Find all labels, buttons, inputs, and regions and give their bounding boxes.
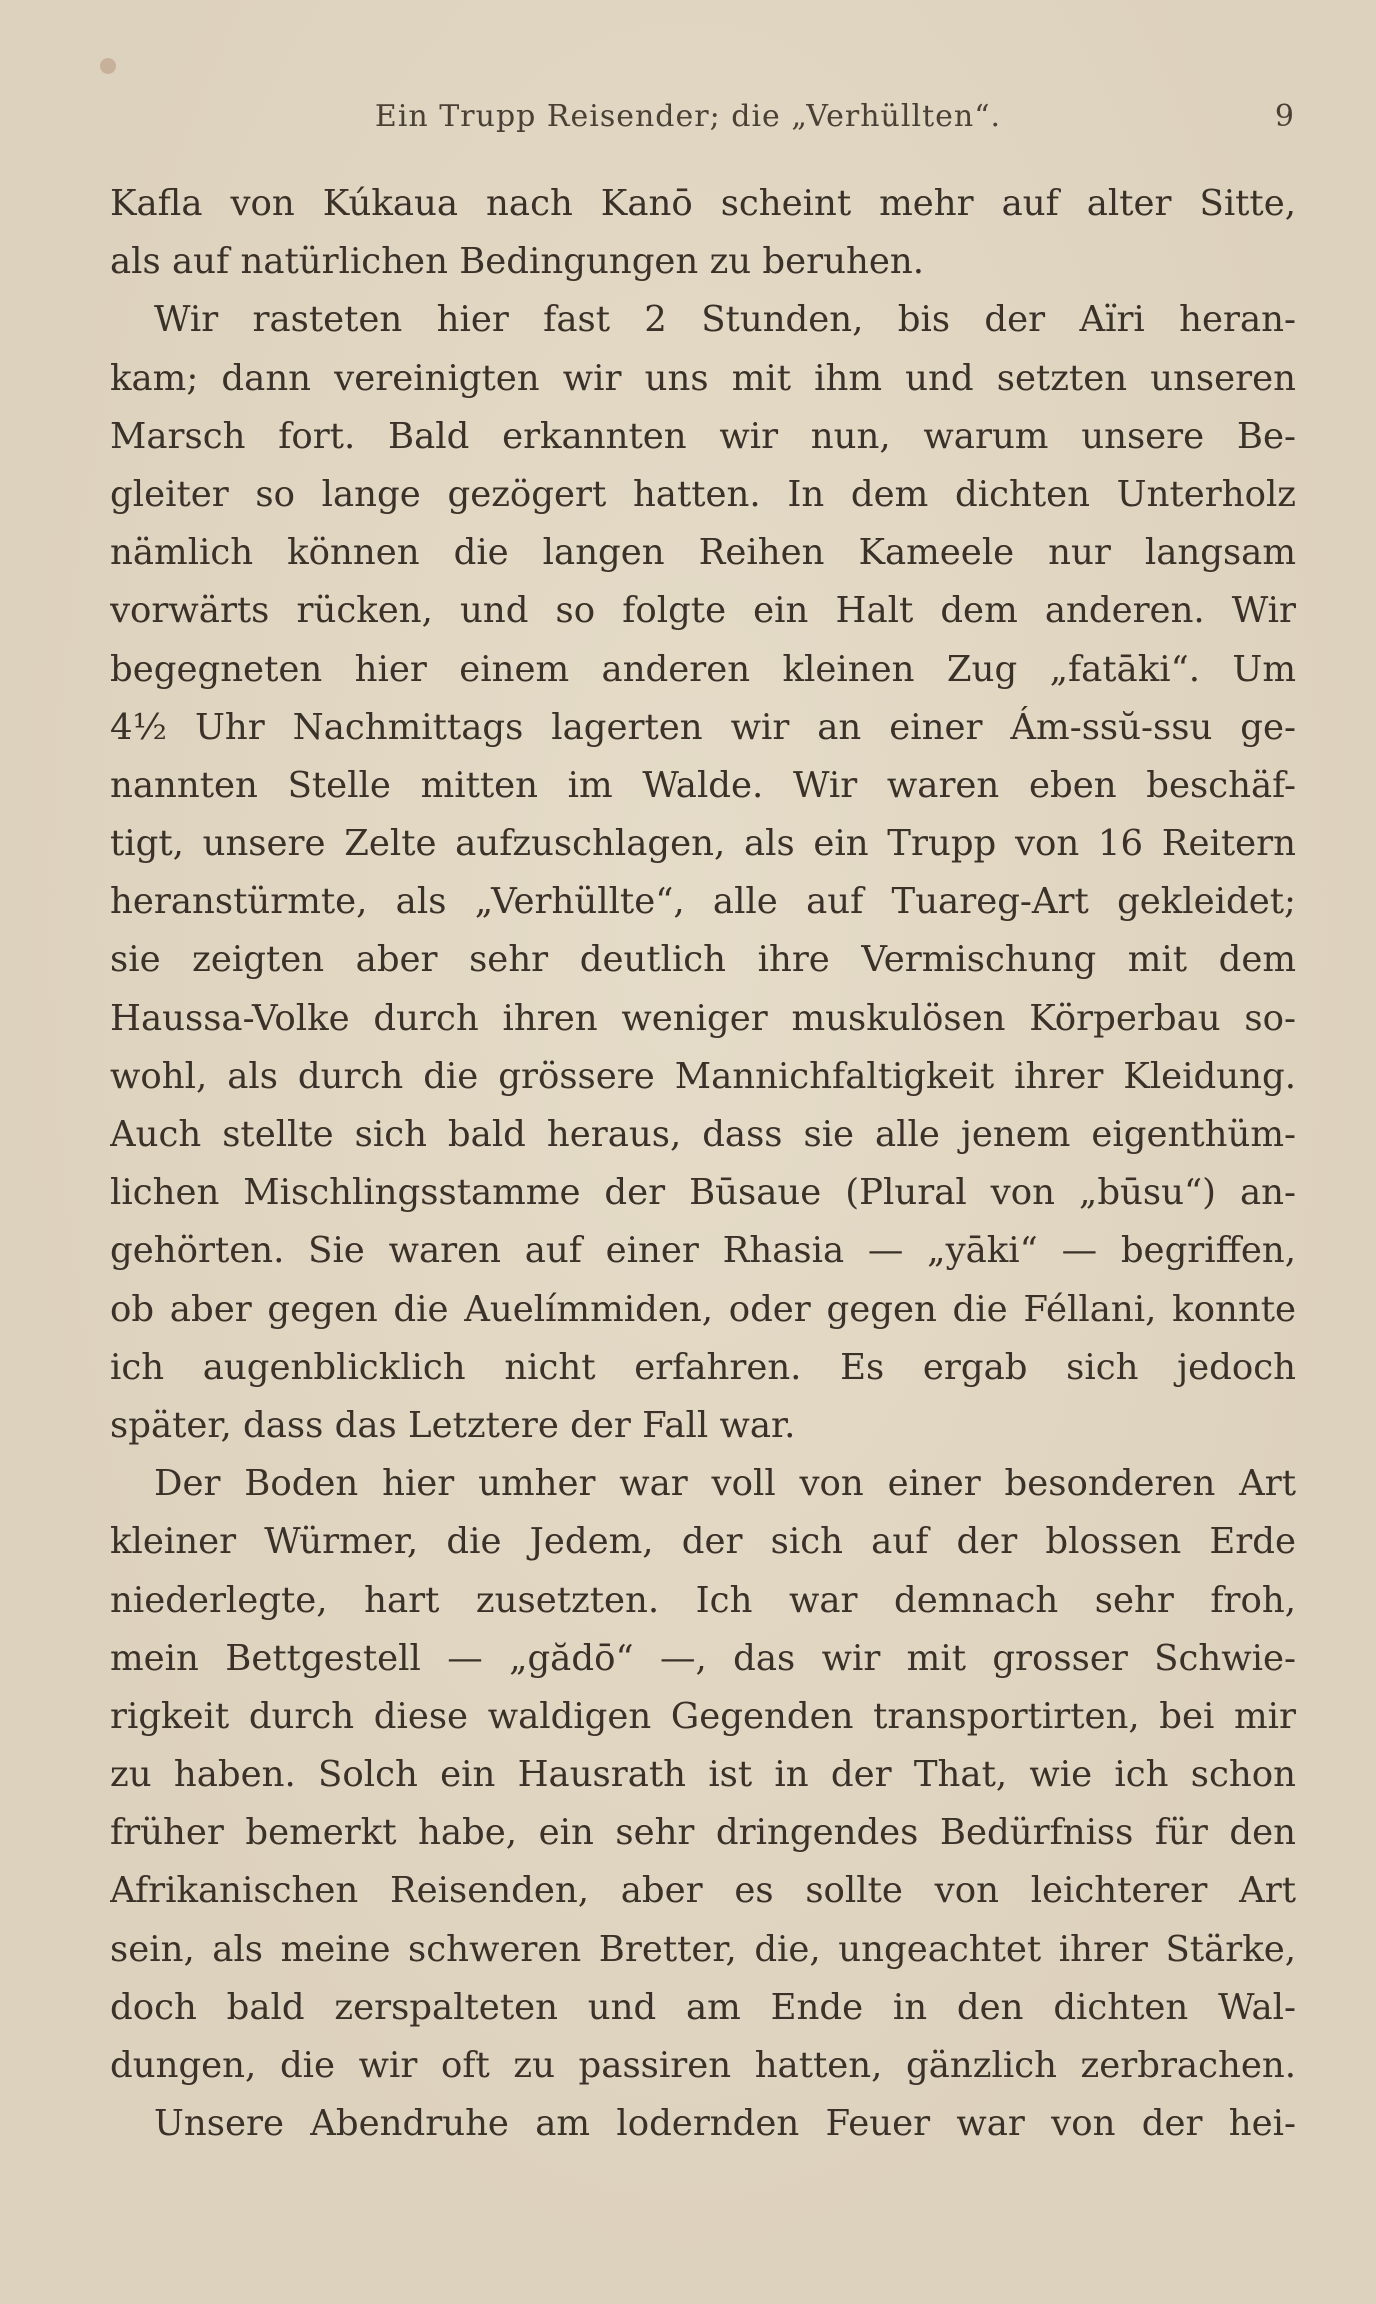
text-line: mein Bettgestell — „gădō“ —, das wir mit grosser Schwie- xyxy=(110,1637,1296,1679)
text-line: dungen, die wir oft zu passiren hatten, gänzlich zerbrachen. xyxy=(110,2045,1296,2086)
text-line: Auch stellte sich bald heraus, dass sie alle jenem eigenthüm- xyxy=(110,1114,1296,1155)
text-line: doch bald zerspalteten und am Ende in den dichten Wal- xyxy=(110,1986,1296,2028)
text-line: als auf natürlichen Bedingungen zu beruhen. xyxy=(110,241,925,283)
text-line: ob aber gegen die Auelímmiden, oder gegen die Féllani, konnte xyxy=(110,1288,1296,1330)
text-line: Afrikanischen Reisenden, aber es sollte von leichterer Art xyxy=(110,1870,1296,1912)
text-line: nämlich können die langen Reihen Kameele nur langsam xyxy=(110,532,1296,574)
text-line: wohl, als durch die grössere Mannichfaltigkeit ihrer Kleidung. xyxy=(110,1055,1296,1097)
text-line: gleiter so lange gezögert hatten. In dem dichten Unterholz xyxy=(110,473,1296,515)
text-line: 4½ Uhr Nachmittags lagerten wir an einer Ám-ssŭ-ssu ge- xyxy=(110,706,1296,748)
text-line: gehörten. Sie waren auf einer Rhasia — „yāki“ — begriffen, xyxy=(110,1230,1296,1272)
text-line: rigkeit durch diese waldigen Gegenden transportirten, bei mir xyxy=(110,1695,1296,1737)
text-line: Der Boden hier umher war voll von einer besonderen Art xyxy=(154,1463,1296,1505)
text-line: tigt, unsere Zelte aufzuschlagen, als ein Trupp von 16 Reitern xyxy=(110,823,1296,865)
text-line: niederlegte, hart zusetzten. Ich war demnach sehr froh, xyxy=(110,1579,1296,1621)
text-line: kleiner Würmer, die Jedem, der sich auf der blossen Erde xyxy=(110,1521,1296,1563)
text-line: sein, als meine schweren Bretter, die, ungeachtet ihrer Stärke, xyxy=(110,1928,1296,1970)
text-line: sie zeigten aber sehr deutlich ihre Vermischung mit dem xyxy=(110,939,1296,981)
running-head-title: Ein Trupp Reisender; die „Verhüllten“. xyxy=(374,99,1002,134)
text-line: früher bemerkt habe, ein sehr dringendes Bedürfniss für den xyxy=(110,1812,1296,1854)
text-line: vorwärts rücken, und so folgte ein Halt dem anderen. Wir xyxy=(110,590,1296,632)
text-line: zu haben. Solch ein Hausrath ist in der That, wie ich schon xyxy=(110,1754,1296,1796)
running-head xyxy=(0,92,1376,142)
text-line: Marsch fort. Bald erkannten wir nun, warum unsere Be- xyxy=(110,415,1296,457)
text-line: später, dass das Letztere der Fall war. xyxy=(110,1404,796,1446)
text-line: begegneten hier einem anderen kleinen Zug „fatāki“. Um xyxy=(110,648,1296,690)
text-line: Kafla von Kúkaua nach Kanō scheint mehr auf alter Sitte, xyxy=(110,183,1296,224)
body-text xyxy=(110,175,1296,2153)
text-line: Unsere Abendruhe am lodernden Feuer war von der hei- xyxy=(154,2103,1296,2145)
page-number: 9 xyxy=(1274,99,1294,134)
text-line: nannten Stelle mitten im Walde. Wir waren eben beschäf- xyxy=(110,764,1296,806)
text-line: kam; dann vereinigten wir uns mit ihm und setzten unseren xyxy=(110,357,1296,399)
text-line: lichen Mischlingsstamme der Būsaue (Plural von „būsu“) an- xyxy=(110,1172,1296,1214)
paper-stain xyxy=(100,58,116,74)
text-line: ich augenblicklich nicht erfahren. Es ergab sich jedoch xyxy=(110,1346,1296,1388)
text-line: Wir rasteten hier fast 2 Stunden, bis der Aïri heran- xyxy=(154,299,1296,341)
text-line: heranstürmte, als „Verhüllte“, alle auf Tuareg-Art gekleidet; xyxy=(110,881,1296,923)
text-line: Haussa-Volke durch ihren weniger muskulösen Körperbau so- xyxy=(110,997,1296,1039)
